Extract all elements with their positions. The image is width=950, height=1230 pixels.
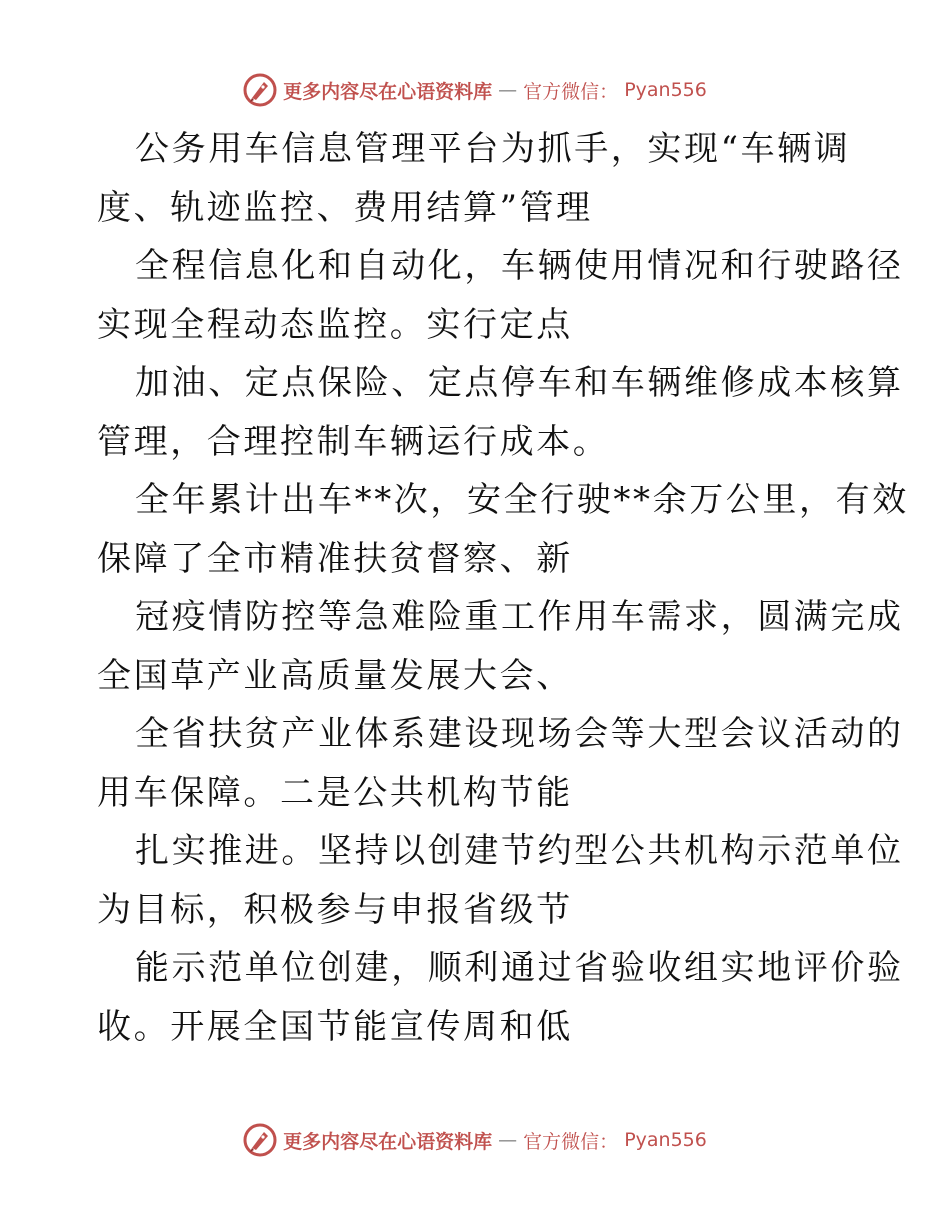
- header-banner-title: 更多内容尽在心语资料库: [283, 80, 493, 103]
- body-line: 全省扶贫产业体系建设现场会等大型会议活动的: [135, 714, 904, 754]
- body-line: 收。开展全国节能宣传周和低: [97, 1006, 573, 1047]
- footer-banner-dash: —: [498, 1129, 518, 1151]
- footer-banner-wechat-label: 官方微信：: [523, 1130, 619, 1153]
- body-line: 管理，合理控制车辆运行成本。: [97, 421, 610, 462]
- body-line: 全国草产业高质量发展大会、: [97, 655, 573, 696]
- body-line: 实现全程动态监控。实行定点: [97, 304, 573, 345]
- header-banner-dash: —: [498, 79, 518, 101]
- pen-nib-logo-icon: [243, 73, 277, 107]
- body-line: 用车保障。二是公共机构节能: [97, 772, 573, 813]
- footer-banner-content: [243, 1123, 707, 1157]
- body-line: 保障了全市精准扶贫督察、新: [97, 538, 573, 579]
- footer-banner-wechat-id: Pyan556: [624, 1129, 707, 1151]
- footer-banner-title: 更多内容尽在心语资料库: [283, 1130, 493, 1153]
- body-line: 能示范单位创建，顺利通过省验收组实地评价验: [135, 948, 904, 988]
- body-line: 度、轨迹监控、费用结算”管理: [97, 187, 593, 228]
- header-banner: [0, 70, 950, 110]
- body-line: 全程信息化和自动化，车辆使用情况和行驶路径: [135, 246, 904, 286]
- body-line: 公务用车信息管理平台为抓手，实现“车辆调: [135, 129, 851, 169]
- body-line: 冠疫情防控等急难险重工作用车需求，圆满完成: [135, 597, 904, 637]
- header-banner-wechat-label: 官方微信：: [523, 80, 619, 103]
- body-line: 全年累计出车**次，安全行驶**余万公里，有效: [135, 480, 909, 520]
- header-banner-wechat-id: Pyan556: [624, 79, 707, 101]
- pen-nib-logo-icon: [243, 1123, 277, 1157]
- document-body: [97, 120, 909, 1056]
- body-line: 扎实推进。坚持以创建节约型公共机构示范单位: [135, 831, 904, 871]
- footer-banner: [0, 1120, 950, 1160]
- body-line: 加油、定点保险、定点停车和车辆维修成本核算: [135, 363, 904, 403]
- body-line: 为目标，积极参与申报省级节: [97, 889, 573, 930]
- header-banner-content: [243, 73, 707, 107]
